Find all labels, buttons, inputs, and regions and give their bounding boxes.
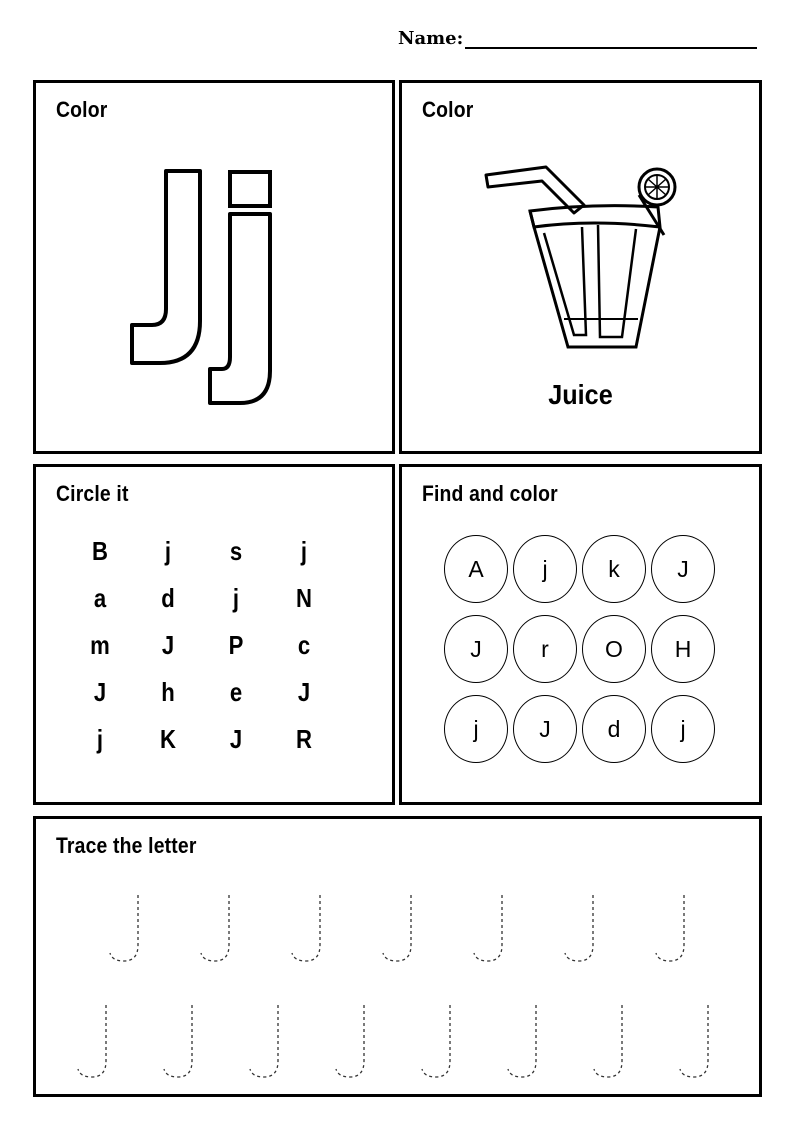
trace-letter[interactable] xyxy=(164,1005,192,1077)
letter-bubble[interactable] xyxy=(444,695,508,763)
trace-letter[interactable] xyxy=(656,895,684,961)
trace-letter[interactable] xyxy=(383,895,411,961)
circle-letter[interactable]: J xyxy=(297,677,311,707)
letter-bubble[interactable] xyxy=(444,615,508,683)
circle-it-panel xyxy=(33,464,395,805)
bubble-letter: J xyxy=(677,555,689,582)
bubble-letter: O xyxy=(605,635,623,662)
panel-title: Circle it xyxy=(56,481,129,506)
circle-letter[interactable]: R xyxy=(296,724,312,754)
letter-bubble[interactable] xyxy=(582,535,646,603)
trace-letter[interactable] xyxy=(336,1005,364,1077)
circle-letter[interactable]: d xyxy=(161,583,175,613)
find-and-color-panel xyxy=(399,464,762,805)
circle-letter[interactable]: h xyxy=(161,677,175,707)
trace-letter[interactable] xyxy=(680,1005,708,1077)
bubble-letter: H xyxy=(674,635,692,662)
circle-letter[interactable]: K xyxy=(160,724,176,754)
panel-title: Color xyxy=(56,97,108,122)
bubble-letter: j xyxy=(542,555,548,582)
letter-bubble[interactable] xyxy=(651,695,715,763)
bubble-letter: A xyxy=(468,555,484,582)
bubble-letter: j xyxy=(680,715,686,742)
circle-letter[interactable]: B xyxy=(92,536,108,566)
color-letter-panel xyxy=(33,80,395,454)
name-field xyxy=(398,27,757,49)
circle-letter[interactable]: j xyxy=(164,536,172,566)
name-line[interactable] xyxy=(465,27,757,49)
trace-letter[interactable] xyxy=(508,1005,536,1077)
trace-letter[interactable] xyxy=(110,895,138,961)
trace-letter[interactable] xyxy=(594,1005,622,1077)
letter-bubble[interactable] xyxy=(582,695,646,763)
panel-title: Color xyxy=(422,97,474,122)
letter-bubble[interactable] xyxy=(582,615,646,683)
trace-letter[interactable] xyxy=(201,895,229,961)
bubble-letter: J xyxy=(539,715,551,742)
circle-letter[interactable]: a xyxy=(93,583,107,613)
letter-bubble[interactable] xyxy=(513,535,577,603)
color-picture-panel xyxy=(399,80,762,454)
circle-letter[interactable]: J xyxy=(161,630,175,660)
trace-panel xyxy=(33,816,762,1097)
circle-letter[interactable]: m xyxy=(90,630,110,660)
name-label: Name: xyxy=(398,28,464,49)
letter-bubble[interactable] xyxy=(513,695,577,763)
letter-bubble[interactable] xyxy=(651,615,715,683)
circle-letter[interactable]: s xyxy=(229,536,243,566)
letter-bubble[interactable] xyxy=(444,535,508,603)
trace-letter[interactable] xyxy=(474,895,502,961)
circle-letter[interactable]: j xyxy=(300,536,308,566)
outline-letters-jj[interactable] xyxy=(36,83,392,451)
circle-letter[interactable]: e xyxy=(229,677,243,707)
circle-letter-grid xyxy=(66,535,346,770)
circle-letter[interactable]: N xyxy=(296,583,312,613)
panel-title: Trace the letter xyxy=(56,833,197,858)
bubble-letter: k xyxy=(608,555,620,582)
circle-letter[interactable]: c xyxy=(297,630,311,660)
trace-letter[interactable] xyxy=(78,1005,106,1077)
letter-bubble[interactable] xyxy=(513,615,577,683)
circle-letter[interactable]: j xyxy=(96,724,104,754)
trace-letter[interactable] xyxy=(250,1005,278,1077)
bubble-grid xyxy=(444,535,719,775)
letter-bubble[interactable] xyxy=(651,535,715,603)
trace-letter[interactable] xyxy=(422,1005,450,1077)
bubble-letter: d xyxy=(607,715,621,742)
bubble-letter: j xyxy=(473,715,479,742)
trace-letter[interactable] xyxy=(565,895,593,961)
panel-title: Find and color xyxy=(422,481,558,506)
circle-letter[interactable]: P xyxy=(228,630,244,660)
circle-letter[interactable]: j xyxy=(232,583,240,613)
circle-letter[interactable]: J xyxy=(93,677,107,707)
trace-area[interactable] xyxy=(36,819,759,1094)
trace-letter[interactable] xyxy=(292,895,320,961)
picture-word: Juice xyxy=(548,379,613,410)
bubble-letter: r xyxy=(541,635,549,662)
bubble-letter: J xyxy=(470,635,482,662)
circle-letter[interactable]: J xyxy=(229,724,243,754)
